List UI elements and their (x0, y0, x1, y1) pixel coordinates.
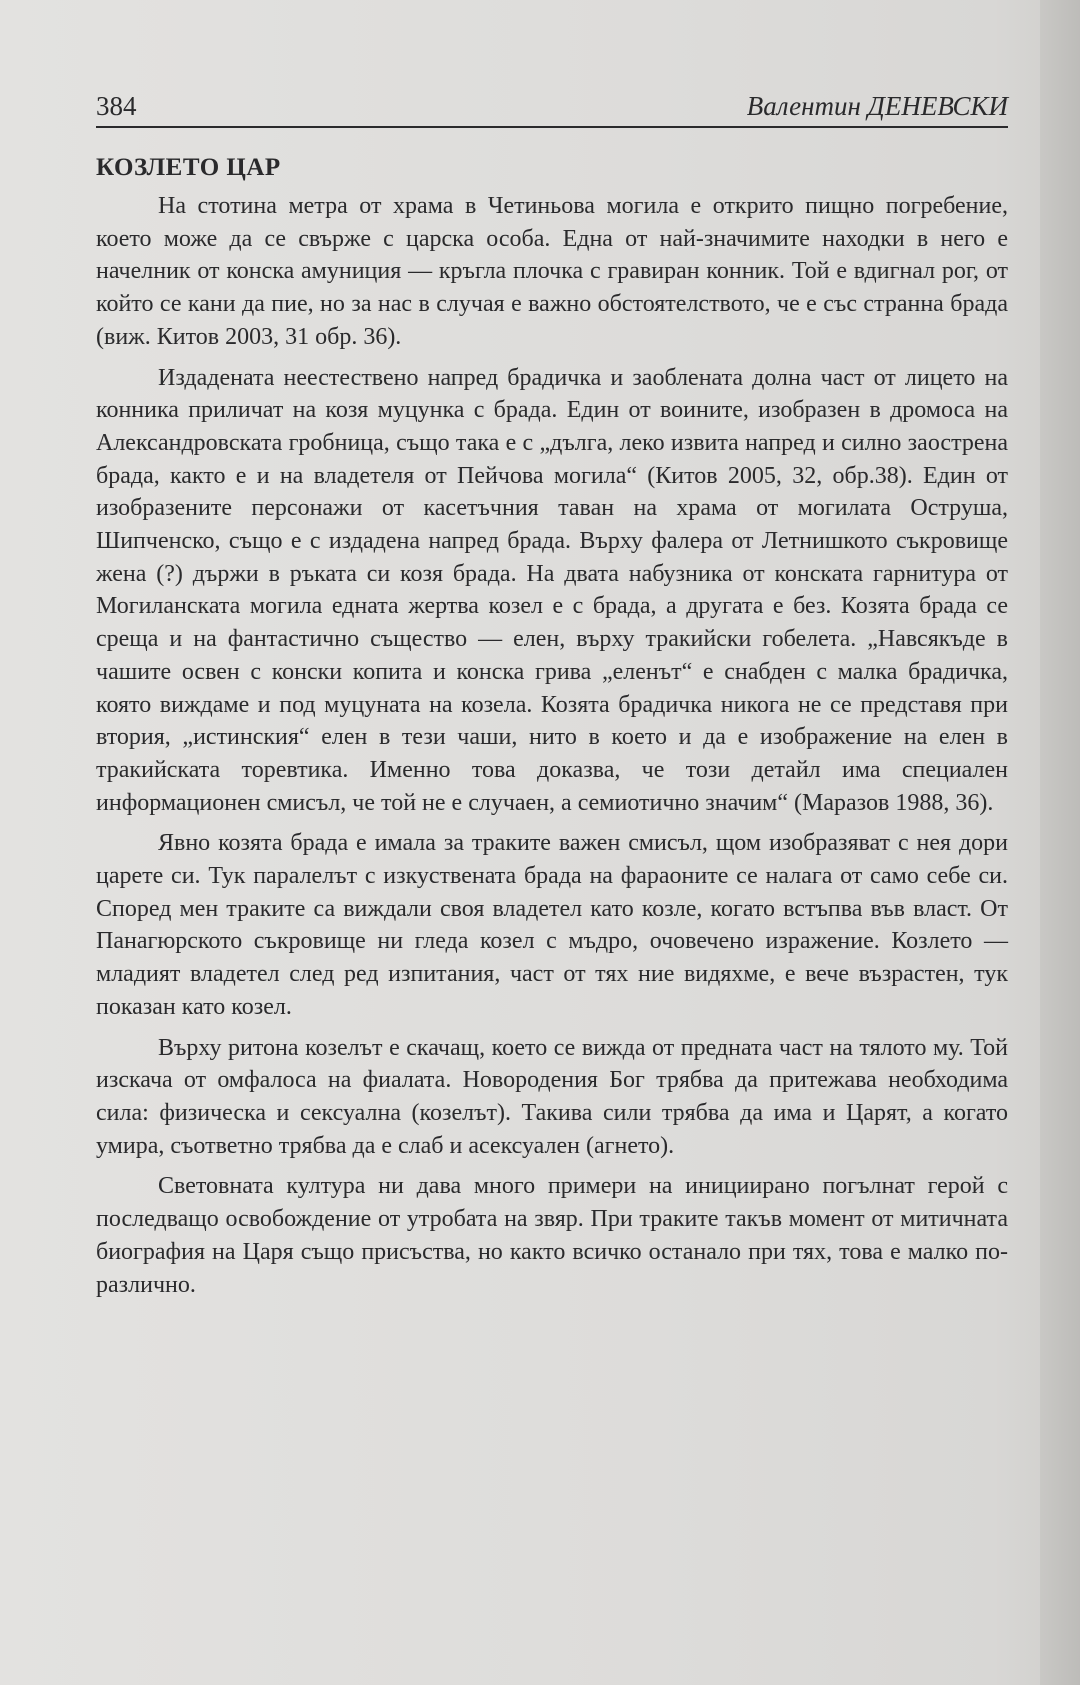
running-head-author: Валентин ДЕНЕВСКИ (746, 91, 1008, 121)
page-body (96, 152, 1008, 1309)
running-head (96, 88, 1008, 128)
page-number: 384 (96, 91, 137, 121)
paragraph: На стотина метра от храма в Четиньова могила е открито пищно погребение, което може да се свърже с царска особа. Една от най-значимите находки в него е начелник от конска амуниция — кръгла плочка с гравиран конник. Той е вдигнал рог, от който се кани да пие, но за нас в случая е важно обстоятелството, че е със странна брада (виж. Китов 2003, 31 обр. 36). (96, 193, 1008, 350)
section-title: КОЗЛЕТО ЦАР (96, 154, 281, 181)
paragraph: Явно козята брада е имала за траките важен смисъл, щом изобразяват с нея дори царете си. Тук паралелът с изкуствената брада на фараоните се налага от само себе си. Според мен траките са виждали своя владетел като козле, когато встъпва във власт. От Панагюрското съкровище ни гледа козел с мъдро, очовечено изражение. Козлето — младият владетел след ред изпитания, част от тях ние видяхме, е вече възрастен, тук показан като козел. (96, 830, 1008, 1020)
paragraph: Върху ритона козелът е скачащ, което се вижда от предната част на тялото му. Той изскача от омфалоса на фиалата. Новородения Бог трябва да притежава необходима сила: физическа и сексуална (козелът). Такива сили трябва да има и Царят, а когато умира, съответно трябва да е слаб и асексуален (агнето). (96, 1034, 1008, 1159)
paragraph: Издадената неестествено напред брадичка и заоблената долна част от лицето на конника приличат на козя муцунка с брада. Един от воините, изобразен в дромоса на Александровската гробница, също така е с „дълга, леко извита напред и силно заострена брада, както е и на владетеля от Пейчова могила“ (Китов 2005, 32, обр.38). Един от изобразените персонажи от касетъчния таван на храма от могилата Оструша, Шипченско, също е с издадена напред брада. Върху фалера от Летнишкото съкровище жена (?) държи в ръката си козя брада. На двата набузника от конската гарнитура от Могиланската могила едната жертва козел е с брада, а другата е без. Козята брада се среща и на фантастично същество — елен, върху тракийски гобелета. „Навсякъде в чашите освен с конски копита и конска грива „еленът“ е снабден с малка брадичка, която виждаме и под муцуната на козела. Козята брадичка никога не се представя при втория, „истинския“ елен в тези чаши, нито в което и да е изображение на елен в тракийската торевтика. Именно това доказва, че този детайл има специален информационен смисъл, че той не е случаен, а семиотично значим“ (Маразов 1988, 36). (96, 364, 1008, 816)
page-edge-shadow (1040, 0, 1080, 1685)
paragraph: Световната култура ни дава много примери на инициирано погълнат герой с последващо освобождение от утробата на звяр. При траките такъв момент от митичната биография на Царя също присъства, но както всичко останало при тях, това е малко по-различно. (96, 1173, 1008, 1298)
